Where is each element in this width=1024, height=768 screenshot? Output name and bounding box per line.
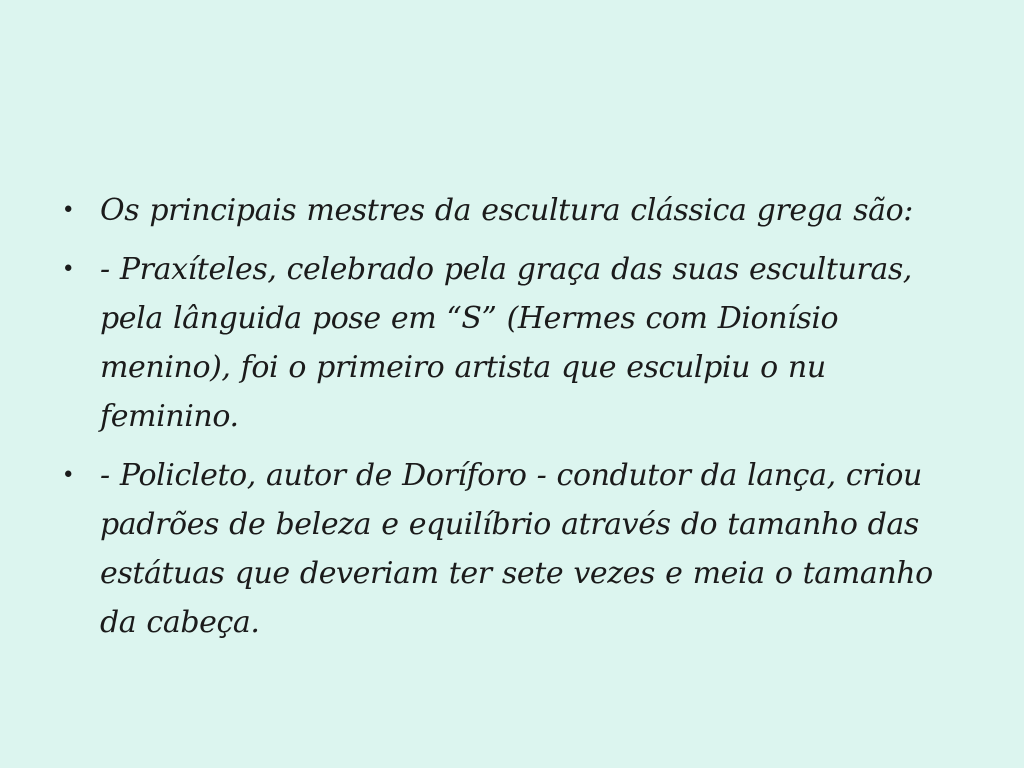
bullet-item-policleto [58, 451, 958, 647]
bullet-dot-icon: • [61, 257, 75, 282]
bullet-text: - Praxíteles, celebrado pela graça das suas esculturas, pela lânguida pose em “S” (Hermes com Dionísio menino), foi o primeiro artista que esculpiu o nu feminino. [100, 252, 912, 434]
bullet-item-masters [58, 186, 958, 235]
bullet-dot-icon: • [61, 463, 75, 488]
bullet-item-praxiteles [58, 245, 958, 441]
bullet-text: Os principais mestres da escultura clássica grega são: [100, 193, 913, 228]
bullet-list [58, 186, 958, 657]
bullet-text: - Policleto, autor de Doríforo - condutor da lança, criou padrões de beleza e equilíbrio através do tamanho das estátuas que deveriam ter sete vezes e meia o tamanho da cabeça. [100, 458, 933, 640]
bullet-dot-icon: • [61, 198, 75, 223]
